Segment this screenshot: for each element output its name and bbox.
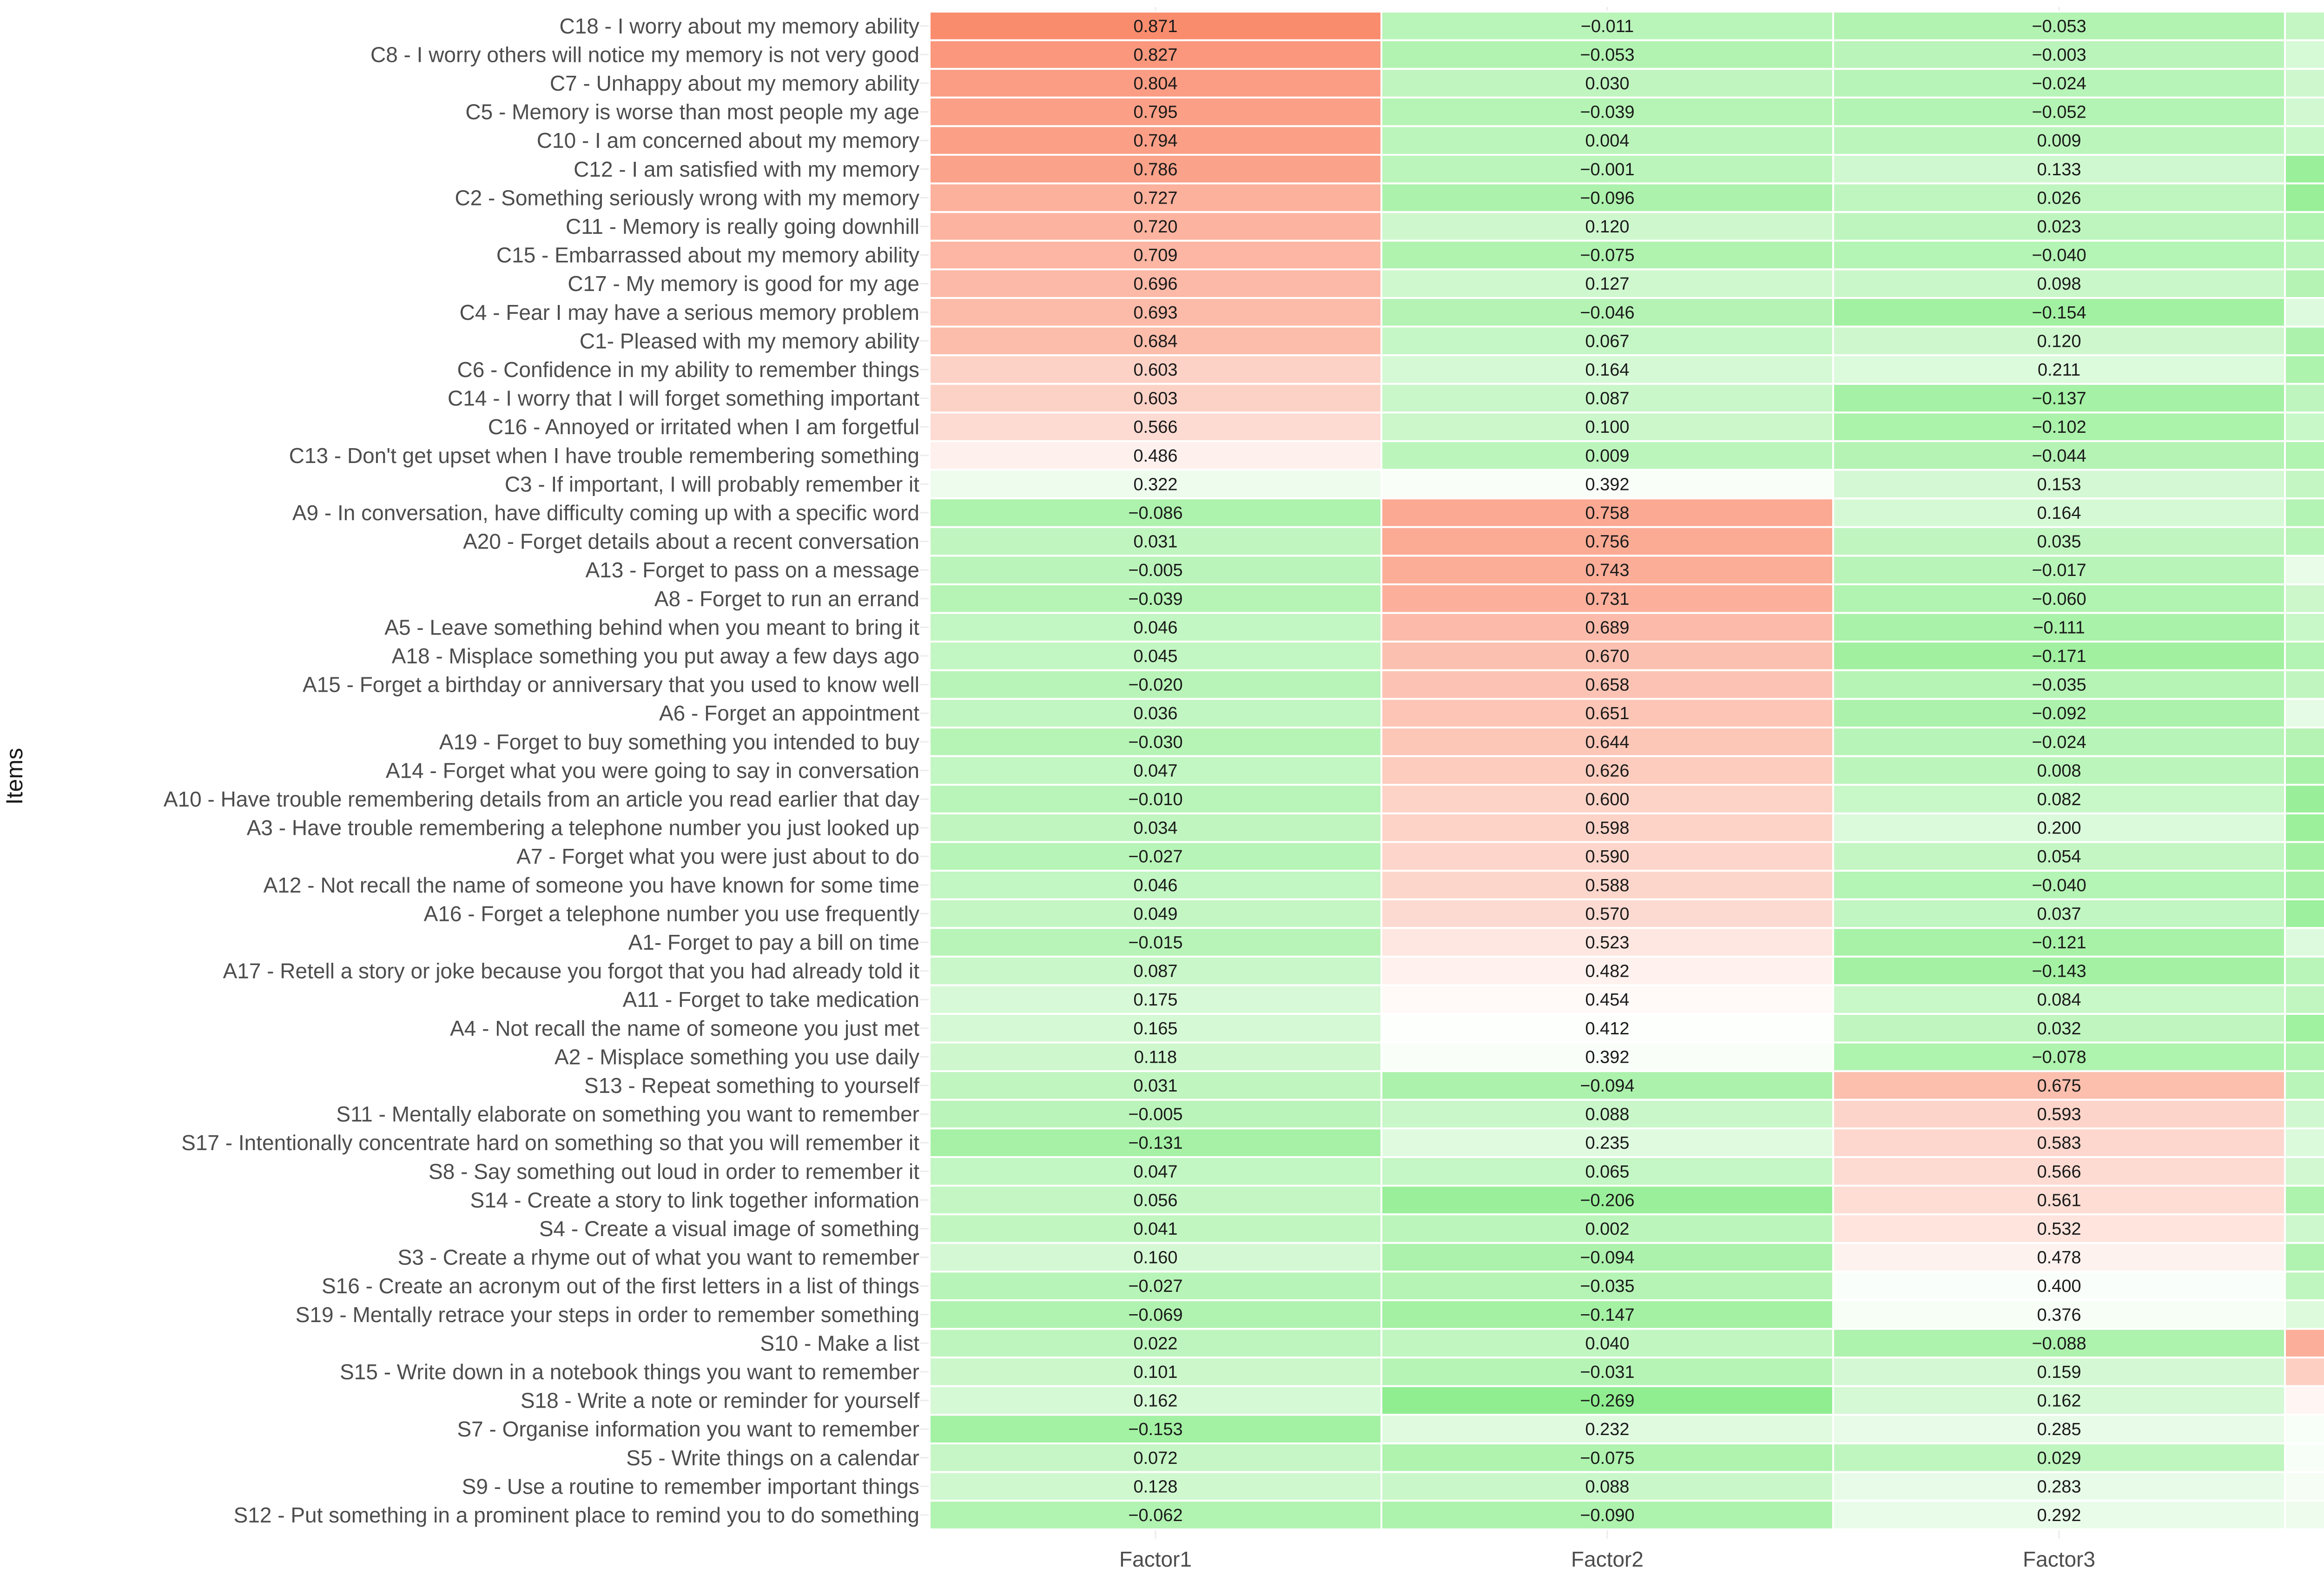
heatmap-cell [2285, 985, 2324, 1014]
cell-value-label: 0.084 [2037, 990, 2081, 1010]
cell-value-label: 0.037 [2037, 904, 2081, 924]
cell-value-label: 0.804 [1133, 74, 1178, 93]
y-tick-label: S5 - Write things on a calendar [626, 1445, 919, 1470]
y-tick-label: C13 - Don't get upset when I have trouble remembering something [289, 443, 919, 468]
cell-value-label: 0.162 [1133, 1391, 1178, 1411]
heatmap-cell [2285, 1415, 2324, 1443]
heatmap-cell [2285, 441, 2324, 470]
y-tick-label: C6 - Confidence in my ability to remember things [457, 357, 919, 382]
cell-value-label: −0.027 [1128, 847, 1183, 867]
cell-value-label: 0.120 [1585, 217, 1630, 237]
cell-value-label: −0.137 [2032, 389, 2086, 409]
heatmap-cell [2285, 12, 2324, 40]
cell-value-label: 0.120 [2037, 331, 2081, 351]
heatmap-cell [2285, 1300, 2324, 1329]
y-tick-label: S12 - Put something in a prominent place to remind you to do something [233, 1503, 919, 1527]
y-tick-label: A16 - Forget a telephone number you use frequently [423, 901, 919, 926]
cell-value-label: −0.040 [2032, 875, 2086, 895]
cell-value-label: 0.159 [2037, 1363, 2081, 1382]
cell-value-label: 0.412 [1585, 1019, 1630, 1039]
cell-value-label: −0.062 [1128, 1506, 1183, 1525]
cell-value-label: −0.111 [2033, 618, 2085, 638]
cell-value-label: 0.758 [1585, 503, 1630, 523]
cell-value-label: 0.031 [1133, 1076, 1178, 1096]
cell-value-label: −0.003 [2032, 45, 2086, 65]
cell-value-label: 0.693 [1133, 303, 1178, 323]
y-tick-label: A17 - Retell a story or joke because you forgot that you had already told it [223, 959, 919, 983]
label-layer [164, 14, 919, 1527]
heatmap-cell [2285, 928, 2324, 957]
cell-value-label: 0.008 [2037, 761, 2081, 781]
cell-value-label: 0.590 [1585, 847, 1630, 867]
heatmap-cell [2285, 1271, 2324, 1300]
cell-value-label: 0.047 [1133, 761, 1178, 781]
cell-value-label: −0.052 [2032, 102, 2086, 122]
cell-value-label: 0.566 [2037, 1162, 2081, 1182]
cell-value-label: −0.121 [2032, 933, 2086, 953]
cell-value-label: 0.082 [2037, 790, 2081, 809]
heatmap-cell [2285, 498, 2324, 527]
cell-value-label: 0.128 [1133, 1477, 1178, 1497]
cell-value-label: 0.002 [1585, 1219, 1630, 1239]
y-axis-title: Items [1, 748, 27, 805]
y-tick-label: C18 - I worry about my memory ability [559, 13, 919, 38]
y-tick-label: S19 - Mentally retrace your steps in order to remember something [295, 1302, 919, 1327]
heatmap-cell [2285, 1043, 2324, 1072]
cell-value-label: 0.065 [1585, 1162, 1630, 1182]
cell-value-label: 0.088 [1585, 1477, 1630, 1497]
cell-value-label: 0.731 [1585, 589, 1630, 609]
cell-value-label: 0.054 [2037, 847, 2081, 867]
heatmap-cell [2285, 269, 2324, 298]
cell-value-label: −0.088 [2032, 1334, 2086, 1354]
y-tick-label: S3 - Create a rhyme out of what you want to remember [397, 1245, 919, 1270]
cell-value-label: −0.020 [1128, 675, 1183, 695]
cell-value-label: 0.045 [1133, 647, 1178, 666]
cell-value-label: 0.588 [1585, 875, 1630, 895]
y-tick-label: C8 - I worry others will notice my memory is not very good [370, 42, 919, 67]
cell-value-label: 0.454 [1585, 990, 1630, 1010]
heatmap-cell [2285, 327, 2324, 356]
heatmap-cell [2285, 613, 2324, 642]
cell-value-label: 0.235 [1585, 1133, 1630, 1153]
heatmap-cell [2285, 184, 2324, 212]
cell-value-label: −0.096 [1580, 188, 1635, 208]
cell-value-label: 0.561 [2037, 1191, 2081, 1211]
cell-value-label: 0.600 [1585, 790, 1630, 809]
y-tick-label: A3 - Have trouble remembering a telephone number you just looked up [246, 815, 919, 840]
cell-value-label: 0.720 [1133, 217, 1178, 237]
cell-value-label: 0.087 [1133, 961, 1178, 981]
cell-value-label: −0.094 [1580, 1248, 1635, 1268]
y-tick-label: C14 - I worry that I will forget something important [448, 386, 919, 410]
heatmap-cell [2285, 98, 2324, 126]
cell-value-label: −0.060 [2032, 589, 2086, 609]
heatmap-cell [2285, 842, 2324, 871]
cell-value-label: 0.165 [1133, 1019, 1178, 1039]
y-tick-label: A10 - Have trouble remembering details from an article you read earlier that day [163, 787, 919, 811]
cell-value-label: −0.143 [2032, 961, 2086, 981]
cell-value-label: 0.232 [1585, 1420, 1630, 1440]
cell-value-label: −0.024 [2032, 74, 2086, 93]
cell-value-label: 0.570 [1585, 904, 1630, 924]
heatmap-cell [2285, 1329, 2324, 1358]
cell-value-label: 0.118 [1134, 1047, 1177, 1067]
cell-value-label: 0.523 [1585, 933, 1630, 953]
cell-value-label: 0.030 [1585, 74, 1630, 93]
cell-value-label: −0.040 [2032, 245, 2086, 265]
y-tick-label: C7 - Unhappy about my memory ability [549, 71, 919, 95]
cell-value-label: −0.269 [1580, 1391, 1635, 1411]
cell-value-label: 0.164 [1585, 360, 1630, 380]
cell-value-label: 0.871 [1133, 16, 1178, 36]
cell-layer [930, 12, 2324, 1529]
cell-value-label: 0.164 [2037, 503, 2081, 523]
cell-value-label: −0.053 [2032, 16, 2086, 36]
cell-value-label: 0.583 [2037, 1133, 2081, 1153]
cell-value-label: 0.482 [1585, 961, 1630, 981]
y-tick-label: C1- Pleased with my memory ability [579, 329, 919, 353]
cell-value-label: 0.603 [1133, 360, 1178, 380]
y-tick-label: A20 - Forget details about a recent conversation [463, 529, 919, 554]
cell-value-label: 0.009 [1585, 446, 1630, 466]
heatmap-cell [2285, 785, 2324, 814]
cell-value-label: 0.689 [1585, 618, 1630, 638]
y-tick-label: S7 - Organise information you want to remember [457, 1417, 919, 1442]
heatmap-cell [2285, 1186, 2324, 1215]
y-tick-label: A2 - Misplace something you use daily [555, 1045, 919, 1069]
heatmap-cell [2285, 40, 2324, 69]
y-tick-label: S4 - Create a visual image of something [539, 1217, 919, 1241]
cell-value-label: 0.644 [1585, 732, 1630, 752]
cell-value-label: 0.532 [2037, 1219, 2081, 1239]
cell-value-label: 0.026 [2037, 188, 2081, 208]
heatmap-cell [2285, 412, 2324, 441]
cell-value-label: 0.034 [1133, 818, 1178, 838]
cell-value-label: 0.756 [1585, 532, 1630, 552]
heatmap-cell [2285, 670, 2324, 699]
y-tick-label: S14 - Create a story to link together information [470, 1188, 919, 1212]
y-tick-label: A13 - Forget to pass on a message [585, 558, 919, 582]
cell-value-label: −0.094 [1580, 1076, 1635, 1096]
cell-value-label: 0.598 [1585, 818, 1630, 838]
cell-value-label: 0.675 [2037, 1076, 2081, 1096]
cell-value-label: 0.023 [2037, 217, 2081, 237]
cell-value-label: −0.069 [1128, 1305, 1183, 1325]
heatmap-cell [2285, 126, 2324, 155]
cell-value-label: −0.075 [1580, 245, 1635, 265]
heatmap-cell [2285, 470, 2324, 499]
heatmap-cell [2285, 1014, 2324, 1043]
cell-value-label: −0.030 [1128, 732, 1183, 752]
cell-value-label: −0.086 [1128, 503, 1183, 523]
cell-value-label: 0.376 [2037, 1305, 2081, 1325]
cell-value-label: −0.010 [1128, 790, 1183, 809]
y-tick-label: C10 - I am concerned about my memory [536, 128, 919, 153]
heatmap-cell [2285, 900, 2324, 928]
cell-value-label: 0.022 [1133, 1334, 1178, 1354]
cell-value-label: 0.593 [2037, 1105, 2081, 1125]
cell-value-label: 0.696 [1133, 274, 1178, 294]
heatmap-cell [2285, 384, 2324, 413]
y-tick-label: A18 - Misplace something you put away a few days ago [391, 644, 919, 668]
cell-value-label: −0.039 [1580, 102, 1635, 122]
y-tick-label: A11 - Forget to take medication [622, 987, 919, 1012]
cell-value-label: 0.400 [2037, 1277, 2081, 1297]
cell-value-label: 0.087 [1585, 389, 1630, 409]
cell-value-label: 0.162 [2037, 1391, 2081, 1411]
y-tick-label: C12 - I am satisfied with my memory [574, 157, 919, 181]
y-tick-label: A19 - Forget to buy something you intended to buy [439, 729, 919, 754]
heatmap-cell [2285, 69, 2324, 98]
x-axis [1119, 1547, 2324, 1571]
cell-value-label: 0.009 [2037, 131, 2081, 151]
cell-value-label: −0.092 [2032, 704, 2086, 724]
cell-value-label: −0.017 [2032, 561, 2086, 581]
cell-value-label: 0.283 [2037, 1477, 2081, 1497]
cell-value-label: −0.153 [1128, 1420, 1183, 1440]
cell-value-label: 0.046 [1133, 618, 1178, 638]
cell-value-label: −0.005 [1128, 1105, 1183, 1125]
x-tick-label: Factor1 [1119, 1547, 1192, 1571]
cell-value-label: 0.322 [1133, 475, 1178, 495]
cell-value-label: 0.056 [1133, 1191, 1178, 1211]
heatmap-cell [2285, 355, 2324, 384]
cell-value-label: 0.486 [1133, 446, 1178, 466]
heatmap-cell [2285, 298, 2324, 327]
cell-value-label: 0.175 [1133, 990, 1178, 1010]
heatmap-cell [2285, 1214, 2324, 1243]
cell-value-label: 0.292 [2037, 1506, 2081, 1525]
cell-value-label: 0.072 [1133, 1448, 1178, 1468]
heatmap-cell [2285, 1443, 2324, 1472]
heatmap-cell [2285, 1386, 2324, 1415]
y-tick-label: A8 - Forget to run an errand [654, 586, 919, 611]
cell-value-label: −0.171 [2032, 647, 2086, 666]
heatmap-cell [2285, 1128, 2324, 1157]
cell-value-label: −0.001 [1580, 159, 1635, 179]
cell-value-label: 0.046 [1133, 875, 1178, 895]
cell-value-label: 0.478 [2037, 1248, 2081, 1268]
cell-value-label: 0.100 [1585, 417, 1630, 437]
y-tick-label: A14 - Forget what you were going to say in conversation [385, 758, 919, 783]
y-tick-label: A15 - Forget a birthday or anniversary that you used to know well [302, 672, 919, 697]
heatmap-cell [2285, 212, 2324, 241]
cell-value-label: 0.603 [1133, 389, 1178, 409]
cell-value-label: 0.684 [1133, 331, 1178, 351]
heatmap-cell [2285, 814, 2324, 842]
y-tick-label: S16 - Create an acronym out of the first letters in a list of things [321, 1274, 919, 1298]
cell-value-label: −0.075 [1580, 1448, 1635, 1468]
cell-value-label: 0.067 [1585, 331, 1630, 351]
y-tick-label: A5 - Leave something behind when you meant to bring it [384, 615, 919, 640]
cell-value-label: −0.024 [2032, 732, 2086, 752]
cell-value-label: 0.133 [2037, 159, 2081, 179]
cell-value-label: −0.027 [1128, 1277, 1183, 1297]
y-tick-label: C17 - My memory is good for my age [568, 271, 919, 296]
cell-value-label: 0.566 [1133, 417, 1178, 437]
cell-value-label: 0.670 [1585, 647, 1630, 666]
y-tick-label: A4 - Not recall the name of someone you just met [450, 1016, 919, 1040]
cell-value-label: 0.794 [1133, 131, 1178, 151]
cell-value-label: −0.044 [2032, 446, 2086, 466]
heatmap-cell [2285, 871, 2324, 900]
cell-value-label: −0.031 [1580, 1363, 1635, 1382]
heatmap-cell [2285, 155, 2324, 184]
cell-value-label: −0.078 [2032, 1047, 2086, 1067]
cell-value-label: −0.011 [1580, 16, 1634, 36]
cell-value-label: 0.049 [1133, 904, 1178, 924]
heatmap-cell [2285, 642, 2324, 670]
heatmap-cell [2285, 1071, 2324, 1100]
cell-value-label: 0.786 [1133, 159, 1178, 179]
cell-value-label: −0.046 [1580, 303, 1635, 323]
cell-value-label: 0.088 [1585, 1105, 1630, 1125]
cell-value-label: −0.035 [2032, 675, 2086, 695]
cell-value-label: 0.047 [1133, 1162, 1178, 1182]
cell-value-label: 0.651 [1585, 704, 1630, 724]
y-tick-label: A12 - Not recall the name of someone you have known for some time [263, 873, 919, 897]
cell-value-label: 0.127 [1585, 274, 1630, 294]
heatmap-cell [2285, 584, 2324, 613]
y-tick-label: C16 - Annoyed or irritated when I am forgetful [488, 415, 919, 439]
cell-value-label: 0.004 [1585, 131, 1630, 151]
cell-value-label: 0.709 [1133, 245, 1178, 265]
cell-value-label: −0.206 [1580, 1191, 1635, 1211]
y-tick-label: C5 - Memory is worse than most people my age [465, 99, 919, 124]
heatmap-cell [2285, 957, 2324, 986]
heatmap-cell [2285, 1472, 2324, 1501]
y-tick-label: C11 - Memory is really going downhill [566, 214, 919, 238]
heatmap-cell [2285, 527, 2324, 556]
cell-value-label: −0.147 [1580, 1305, 1635, 1325]
cell-value-label: 0.200 [2037, 818, 2081, 838]
cell-value-label: 0.031 [1133, 532, 1178, 552]
cell-value-label: −0.005 [1128, 561, 1183, 581]
heatmap-cell [2285, 556, 2324, 584]
y-tick-label: S10 - Make a list [760, 1331, 919, 1356]
y-tick-label: S18 - Write a note or reminder for yourself [520, 1388, 919, 1413]
x-tick-label: Factor2 [1571, 1547, 1644, 1571]
cell-value-label: 0.795 [1133, 102, 1178, 122]
cell-value-label: −0.090 [1580, 1506, 1635, 1525]
heatmap-cell [2285, 1157, 2324, 1186]
cell-value-label: 0.827 [1133, 45, 1178, 65]
cell-value-label: −0.154 [2032, 303, 2086, 323]
cell-value-label: 0.727 [1133, 188, 1178, 208]
y-tick-label: C15 - Embarrassed about my memory ability [496, 243, 919, 267]
cell-value-label: 0.098 [2037, 274, 2081, 294]
cell-value-label: 0.041 [1133, 1219, 1178, 1239]
y-tick-label: S9 - Use a routine to remember important things [462, 1474, 919, 1499]
cell-value-label: 0.626 [1585, 761, 1630, 781]
cell-value-label: 0.392 [1585, 475, 1630, 495]
y-tick-label: C2 - Something seriously wrong with my memory [455, 185, 919, 210]
x-tick-label: Factor3 [2023, 1547, 2095, 1571]
cell-value-label: 0.153 [2037, 475, 2081, 495]
heatmap-cell [2285, 1100, 2324, 1129]
y-tick-label: S17 - Intentionally concentrate hard on something so that you will remember it [181, 1131, 919, 1155]
heatmap-cell [2285, 1243, 2324, 1272]
cell-value-label: 0.101 [1133, 1363, 1178, 1382]
cell-value-label: 0.285 [2037, 1420, 2081, 1440]
y-tick-label: A9 - In conversation, have difficulty coming up with a specific word [292, 501, 919, 525]
y-tick-label: A6 - Forget an appointment [659, 701, 919, 726]
y-tick-label: S15 - Write down in a notebook things you want to remember [340, 1360, 919, 1384]
y-tick-label: S8 - Say something out loud in order to remember it [429, 1159, 919, 1184]
cell-value-label: 0.032 [2037, 1019, 2081, 1039]
y-tick-label: C4 - Fear I may have a serious memory problem [459, 300, 919, 324]
y-tick-label: S11 - Mentally elaborate on something you want to remember [336, 1102, 919, 1126]
heatmap-cell [2285, 1357, 2324, 1386]
heatmap-cell [2285, 728, 2324, 756]
y-tick-label: C3 - If important, I will probably remember it [504, 472, 919, 496]
cell-value-label: −0.015 [1128, 933, 1183, 953]
heatmap-cell [2285, 699, 2324, 728]
cell-value-label: −0.035 [1580, 1277, 1635, 1297]
cell-value-label: 0.035 [2037, 532, 2081, 552]
cell-value-label: 0.658 [1585, 675, 1630, 695]
cell-value-label: −0.102 [2032, 417, 2086, 437]
heatmap-cell [2285, 241, 2324, 270]
cell-value-label: 0.211 [2037, 360, 2081, 380]
heatmap-cell [2285, 1501, 2324, 1529]
cell-value-label: 0.160 [1133, 1248, 1178, 1268]
cell-value-label: −0.053 [1580, 45, 1635, 65]
y-tick-label: S13 - Repeat something to yourself [584, 1073, 919, 1098]
cell-value-label: 0.029 [2037, 1448, 2081, 1468]
heatmap-cell [2285, 756, 2324, 785]
cell-value-label: −0.131 [1128, 1133, 1183, 1153]
cell-value-label: 0.040 [1585, 1334, 1630, 1354]
y-tick-label: A1- Forget to pay a bill on time [628, 930, 919, 954]
cell-value-label: 0.743 [1585, 561, 1630, 581]
cell-value-label: 0.392 [1585, 1047, 1630, 1067]
y-tick-label: A7 - Forget what you were just about to do [516, 844, 919, 869]
cell-value-label: 0.036 [1133, 704, 1178, 724]
cell-value-label: −0.039 [1128, 589, 1183, 609]
